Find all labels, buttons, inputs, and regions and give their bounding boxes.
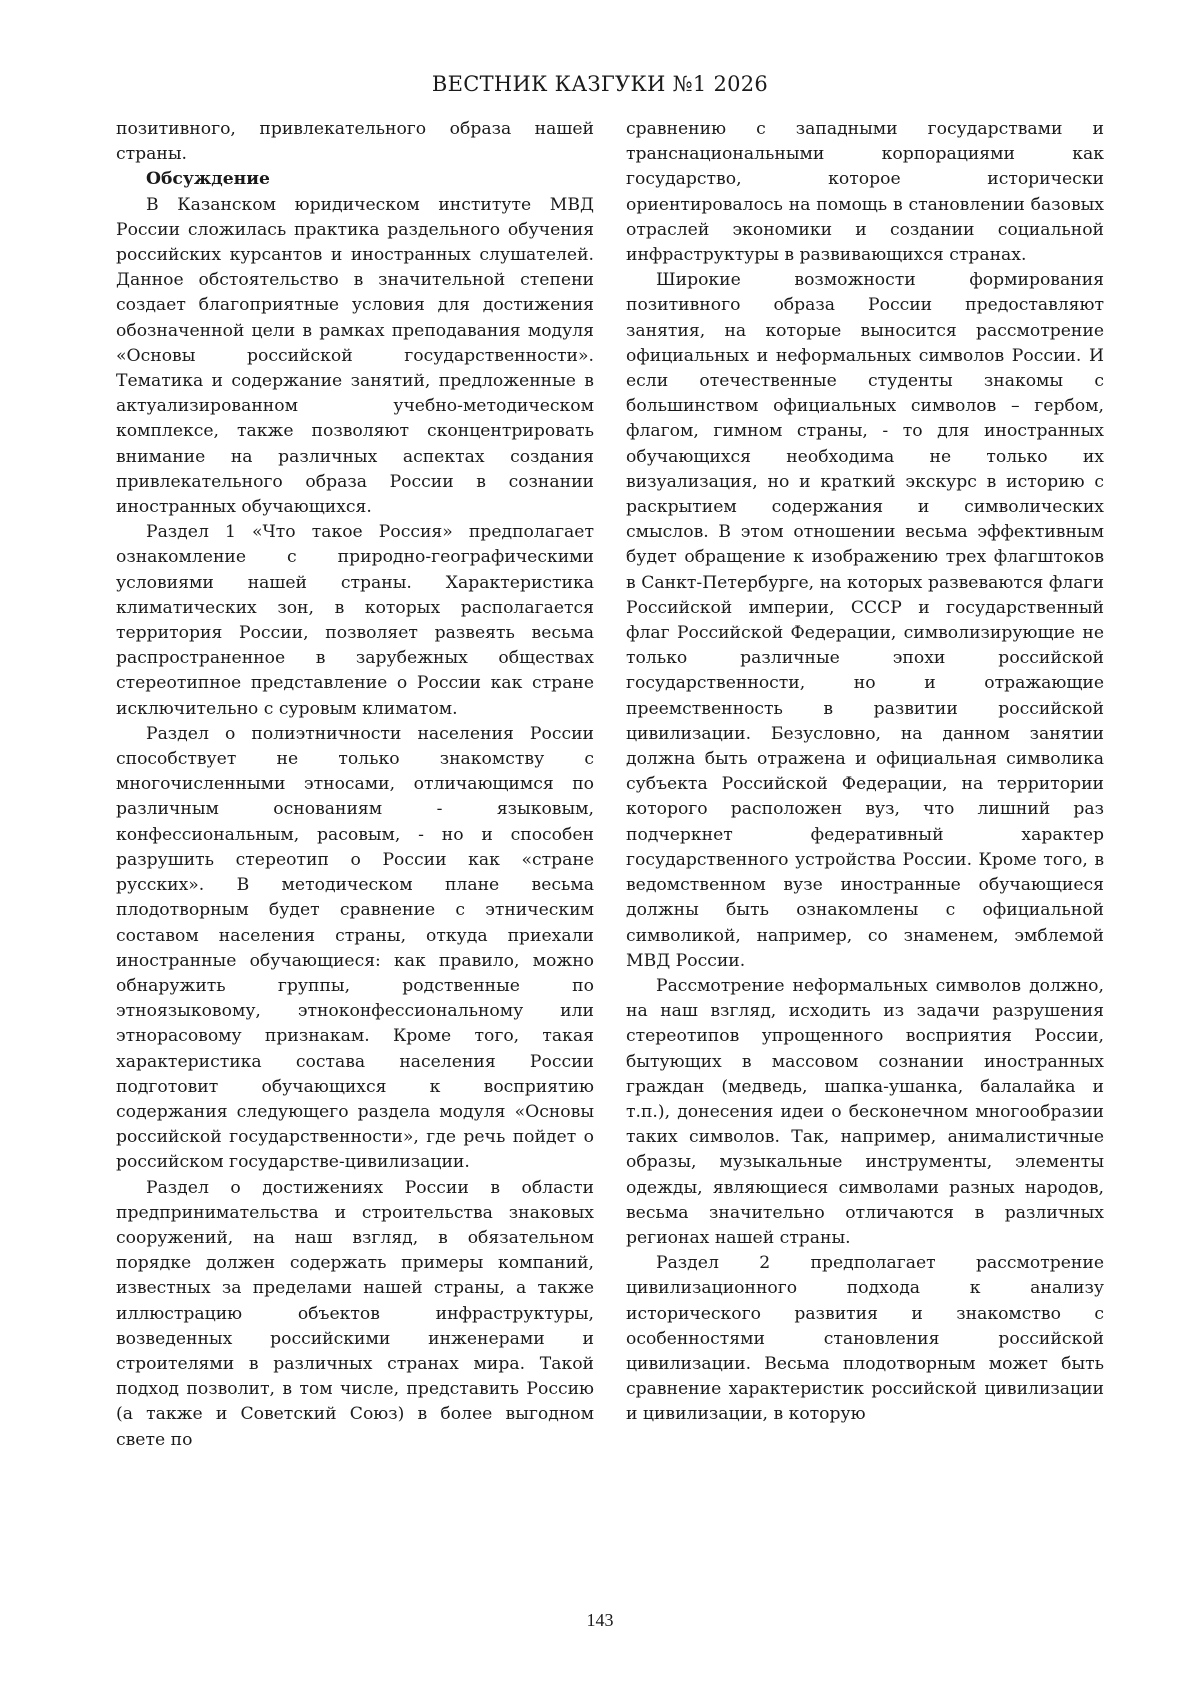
- paragraph: позитивного, привлекательного образа нашей страны.: [116, 119, 594, 165]
- paragraph: Раздел 1 «Что такое Россия» предполагает ознакомление с природно-географическими условиями нашей страны. Характеристика климатических зон, в которых располагается территория России, позволяет развеять весьма распространенное в зарубежных обществах стереотипное представление о России как стране исключительно с суровым климатом.: [116, 522, 594, 719]
- section-heading: Обсуждение: [146, 169, 270, 190]
- page-number: 143: [586, 1610, 614, 1630]
- paragraph: Раздел о полиэтничности населения России способствует не только знакомству с многочисленными этносами, отличающимся по различным основаниям - языковым, конфессиональным, расовым, - но и способен разрушить стереотип о России как «стране русских». В методическом плане весьма плодотворным будет сравнение с этническим составом населения страны, откуда приехали иностранные обучающиеся: как правило, можно обнаружить группы, родственные по этноязыковому, этноконфессиональному или этнорасовому признакам. Кроме того, такая характеристика состава населения России подготовит обучающихся к восприятию содержания следующего раздела модуля «Основы российской государственности», где речь пойдет о российском государстве-цивилизации.: [116, 723, 594, 1173]
- paragraph: Рассмотрение неформальных символов должно, на наш взгляд, исходить из задачи разрушения стереотипов упрощенного восприятия России, бытующих в массовом сознании иностранных граждан (медведь, шапка-ушанка, балалайка и т.п.), донесения идеи о бесконечном многообразии таких символов. Так, например, анималистичные образы, музыкальные инструменты, элементы одежды, являющиеся символами разных народов, весьма значительно отличаются в различных регионах нашей страны.: [626, 975, 1104, 1248]
- paragraph: сравнению с западными государствами и транснациональными корпорациями как государство, которое исторически ориентировалось на помощь в становлении базовых отраслей экономики и создании социальной инфраструктуры в развивающихся странах.: [626, 119, 1104, 266]
- right-column: [626, 117, 1104, 1428]
- paragraph: Широкие возможности формирования позитивного образа России предоставляют занятия, на которые выносится рассмотрение официальных и неформальных символов России. И если отечественные студенты знакомы с большинством официальных символов – гербом, флагом, гимном страны, - то для иностранных обучающихся необходима не только их визуализация, но и краткий экскурс в историю с раскрытием содержания и символических смыслов. В этом отношении весьма эффективным будет обращение к изображению трех флагштоков в Санкт-Петербурге, на которых развеваются флаги Российской империи, СССР и государственный флаг Российской Федерации, символизирующие не только различные эпохи российской государственности, но и отражающие преемственность в развитии российской цивилизации. Безусловно, на данном занятии должна быть отражена и официальная символика субъекта Российской Федерации, на территории которого расположен вуз, что лишний раз подчеркнет федеративный характер государственного устройства России. Кроме того, в ведомственном вузе иностранные обучающиеся должны быть ознакомлены с официальной символикой, например, со знаменем, эмблемой МВД России.: [626, 270, 1104, 971]
- paragraph: Раздел 2 предполагает рассмотрение цивилизационного подхода к анализу исторического развития и знакомство с особенностями становления российской цивилизации. Весьма плодотворным может быть сравнение характеристик российской цивилизации и цивилизации, в которую: [626, 1253, 1104, 1425]
- left-column: [116, 117, 594, 1453]
- paragraph: Раздел о достижениях России в области предпринимательства и строительства знаковых сооружений, на наш взгляд, в обязательном порядке должен содержать примеры компаний, известных за пределами нашей страны, а также иллюстрацию объектов инфраструктуры, возведенных российскими инженерами и строителями в различных странах мира. Такой подход позволит, в том числе, представить Россию (а также и Советский Союз) в более выгодном свете по: [116, 1177, 594, 1450]
- journal-header: ВЕСТНИК КАЗГУКИ №1 2026: [431, 72, 769, 96]
- paragraph: В Казанском юридическом институте МВД России сложилась практика раздельного обучения российских курсантов и иностранных слушателей. Данное обстоятельство в значительной степени создает благоприятные условия для достижения обозначенной цели в рамках преподавания модуля «Основы российской государственности». Тематика и содержание занятий, предложенные в актуализированном учебно-методическом комплексе, также позволяют сконцентрировать внимание на различных аспектах создания привлекательного образа России в сознании иностранных обучающихся.: [116, 194, 594, 518]
